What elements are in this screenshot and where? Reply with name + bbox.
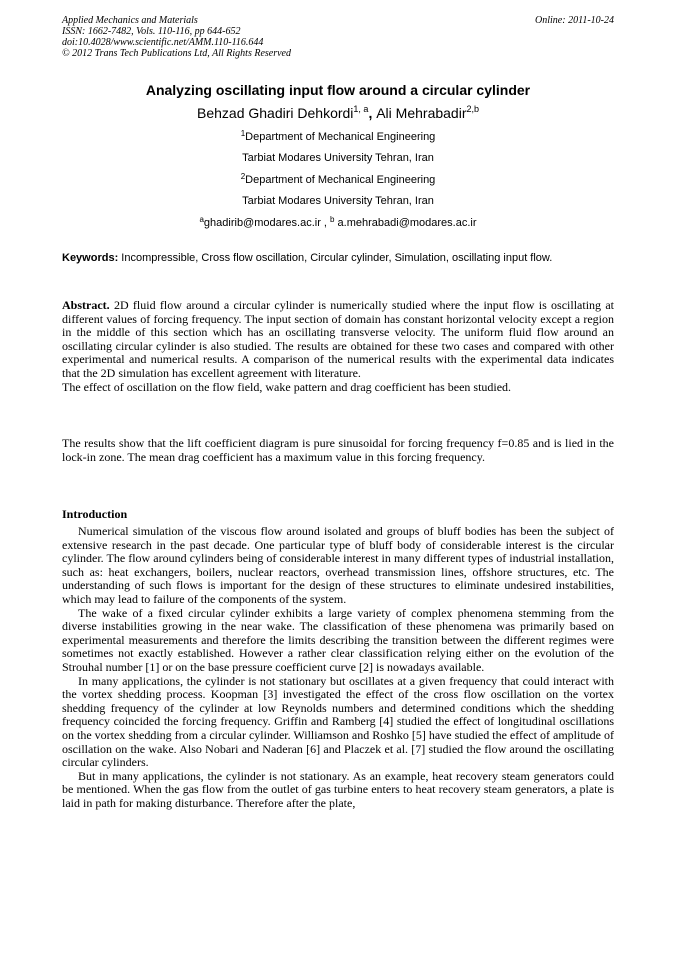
paper-title: Analyzing oscillating input flow around a circular cylinder xyxy=(145,82,531,98)
email-b: a.mehrabadi@modares.ac.ir xyxy=(334,217,477,229)
intro-paragraph-3: In many applications, the cylinder is not stationary but oscillates at a given frequency that could interact with the vortex shedding process. Koopman [3] investigated the effect of the cross flow oscillation on the vortex shedding frequency of the cylinder at low Reynolds numbers and determined conditions which the shedding frequency coincided the forcing frequency. Griffin and Ramberg [4] studied the effect of longitudinal oscillations on the vortex shedding from a circular cylinder. Williamson and Roshko [5] have studied the effect of amplitude of oscillation on the wake. Also Nobari and Naderan [6] and Placzek et al. [7] studied the flow around the oscillating circular cylinders. xyxy=(62,673,614,770)
email-a: ghadirib@modares.ac.ir xyxy=(203,217,321,229)
intro-paragraph-2: The wake of a fixed circular cylinder exhibits a large variety of complex phenomena stemming from the diverse instabilities growing in the near wake. The classification of these phenomena was primarily based on experimental measurements and therefore the limits describing the transition between the different regimes were sometimes not exactly established. However a rather clear classification relying either on the evolution of the Strouhal number [1] or on the base pressure coefficient curve [2] is nowadays available. xyxy=(62,605,614,674)
author-1-name: Behzad Ghadiri Dehkordi xyxy=(197,105,354,121)
affiliation-1-univ: Tarbiat Modares University Tehran, Iran xyxy=(242,152,434,164)
author-1-superscript: 1, a xyxy=(353,104,369,114)
keywords-label: Keywords: xyxy=(62,252,119,264)
journal-header xyxy=(62,15,614,59)
affiliation-2-univ: Tarbiat Modares University Tehran, Iran xyxy=(242,195,434,207)
keywords-paragraph xyxy=(62,252,614,265)
journal-name: Applied Mechanics and Materials xyxy=(62,15,198,26)
affiliation-1-dept xyxy=(62,131,614,143)
author-2-name: Ali Mehrabadir xyxy=(376,105,467,121)
copyright-line: © 2012 Trans Tech Publications Ltd, All Rights Reserved xyxy=(62,48,291,59)
author-2-superscript: 2,b xyxy=(466,104,479,114)
abstract-results-paragraph: The results show that the lift coefficient diagram is pure sinusoidal for forcing frequency f=0.85 and is lied in the lock-in zone. The mean drag coefficient has a maximum value in this forcing frequency. xyxy=(62,436,614,464)
introduction-body xyxy=(62,525,614,810)
affiliation-2-dept xyxy=(62,174,614,186)
email-line xyxy=(62,217,614,229)
email-a-superscript: a xyxy=(199,215,204,224)
author-separator: , xyxy=(368,105,377,121)
abstract-paragraph xyxy=(62,299,614,394)
abstract-text: 2D fluid flow around a circular cylinder is numerically studied where the input flow is oscillating at different values of forcing frequency. The input section of domain has constant horizontal velocity except a region in the middle of this section which has an oscillating transverse velocity. The uniform fluid flow around an oscillating circular cylinder is also studied. The results are obtained for these two cases and compared with other experimental and numerical results. A comparison of the numerical results with the experimental data indicates that the 2D simulation has excellent agreement with literature. xyxy=(62,298,614,380)
affiliation-2-dept-text: Department of Mechanical Engineering xyxy=(245,174,436,186)
intro-paragraph-1: Numerical simulation of the viscous flow around isolated and groups of bluff bodies has been the subject of extensive research in the past decade. One particular type of bluff body of considerable interest is the circular cylinder. The flow around cylinders being of considerable interest in many different types of industrial installation, such as: heat exchangers, boilers, nuclear reactors, overhead transmission lines, offshore structures, etc. The understanding of such flows is important for the design of these structures to eliminate undesired instabilities, which may lead to failure of the components of the system. xyxy=(62,524,614,606)
introduction-heading: Introduction xyxy=(62,507,128,521)
abstract-line-2: The effect of oscillation on the flow field, wake pattern and drag coefficient has been studied. xyxy=(62,379,512,394)
affiliation-1-superscript: 1 xyxy=(240,129,246,138)
issn-line: ISSN: 1662-7482, Vols. 110-116, pp 644-652 xyxy=(62,26,241,37)
online-date: Online: 2011-10-24 xyxy=(535,15,614,26)
author-line xyxy=(62,105,614,121)
affiliation-2-superscript: 2 xyxy=(240,172,246,181)
email-b-superscript: b xyxy=(330,215,335,224)
doi-line: doi:10.4028/www.scientific.net/AMM.110-116.644 xyxy=(62,37,264,48)
keywords-text: Incompressible, Cross flow oscillation, Circular cylinder, Simulation, oscillating input flow. xyxy=(118,252,553,264)
intro-paragraph-4: But in many applications, the cylinder is not stationary. As an example, heat recovery steam generators could be mentioned. When the gas flow from the outlet of gas turbine enters to heat recovery steam generators, a plate is laid in path for making disturbance. Therefore after the plate, xyxy=(62,768,614,810)
email-separator: , xyxy=(320,217,331,229)
abstract-label: Abstract. xyxy=(62,298,110,312)
affiliation-1-dept-text: Department of Mechanical Engineering xyxy=(245,131,436,143)
